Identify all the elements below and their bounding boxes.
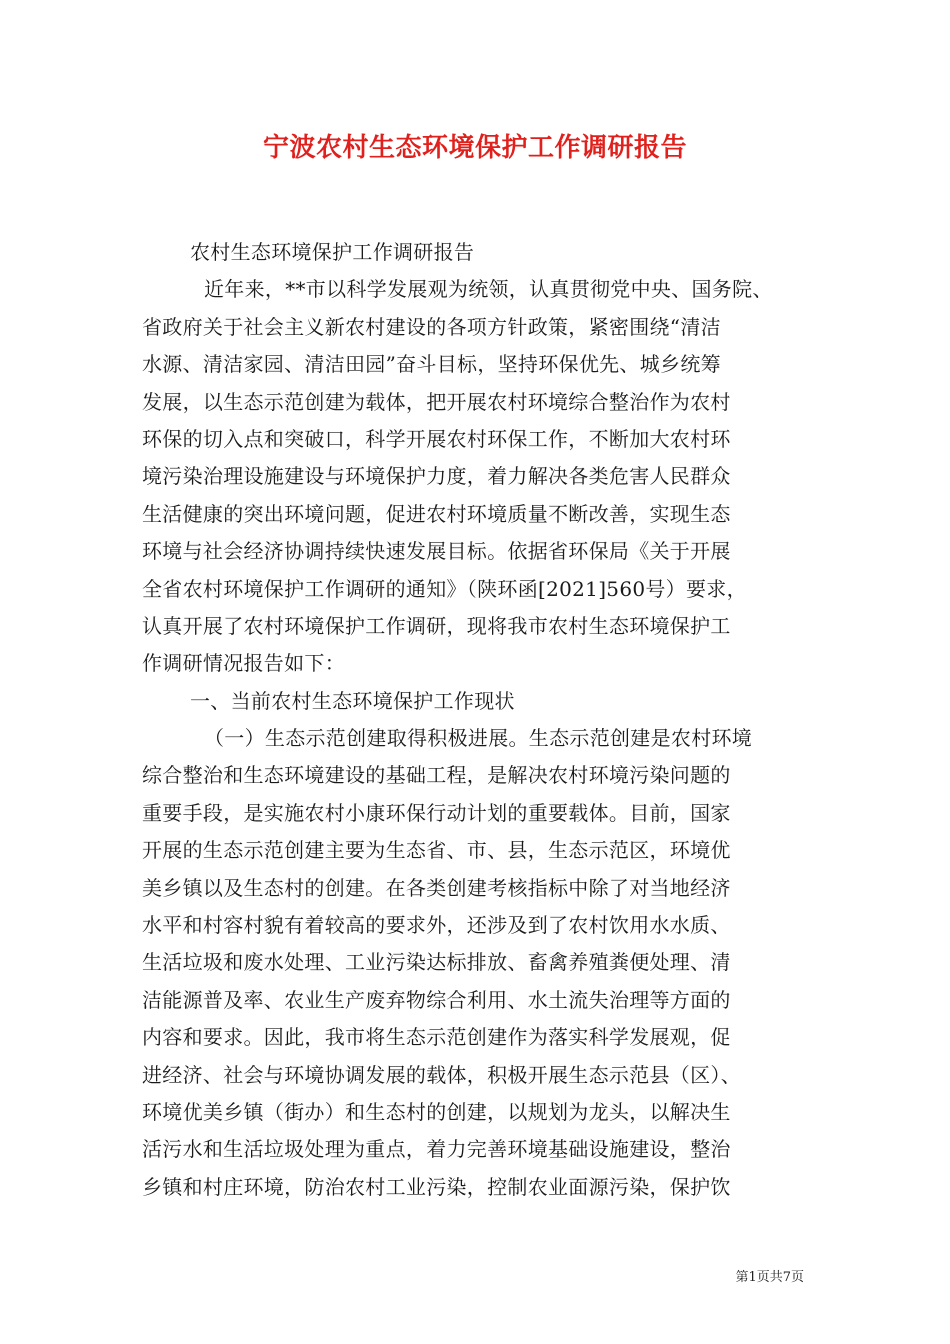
body-line: 乡镇和村庄环境，防治农村工业污染，控制农业面源污染，保护饮	[142, 1174, 731, 1199]
body-line: 环境优美乡镇（街办）和生态村的创建，以规划为龙头，以解决生	[142, 1099, 731, 1124]
body-line: 生活垃圾和废水处理、工业污染达标排放、畜禽养殖粪便处理、清	[142, 950, 731, 975]
body-line: 全省农村环境保护工作调研的通知》（陕环函[2021]560号）要求，	[142, 576, 747, 601]
body-line: 美乡镇以及生态村的创建。在各类创建考核指标中除了对当地经济	[142, 875, 731, 900]
body-line: 水平和村容村貌有着较高的要求外，还涉及到了农村饮用水水质、	[142, 913, 731, 938]
document-title: 宁波农村生态环境保护工作调研报告	[262, 133, 687, 163]
body-line: 境污染治理设施建设与环境保护力度，着力解决各类危害人民群众	[142, 464, 731, 489]
body-line: 内容和要求。因此，我市将生态示范创建作为落实科学发展观，促	[142, 1025, 731, 1050]
body-line-paragraph-2-start: （一）生态示范创建取得积极进展。生态示范创建是农村环境	[204, 726, 753, 751]
body-line: 发展，以生态示范创建为载体，把开展农村环境综合整治作为农村	[142, 389, 731, 414]
body-line: 环保的切入点和突破口，科学开展农村环保工作，不断加大农村环	[142, 426, 731, 451]
body-line: 作调研情况报告如下：	[142, 651, 345, 676]
body-line: 开展的生态示范创建主要为生态省、市、县，生态示范区，环境优	[142, 838, 731, 863]
document-body	[142, 234, 802, 1206]
body-line-paragraph-1-start: 近年来，**市以科学发展观为统领，认真贯彻党中央、国务院、	[204, 277, 773, 302]
body-line: 认真开展了农村环境保护工作调研，现将我市农村生态环境保护工	[142, 613, 731, 638]
body-line: 综合整治和生态环境建设的基础工程，是解决农村环境污染问题的	[142, 763, 731, 788]
body-line-subtitle: 农村生态环境保护工作调研报告	[190, 240, 475, 264]
body-line: 重要手段，是实施农村小康环保行动计划的重要载体。目前，国家	[142, 800, 731, 825]
body-line: 环境与社会经济协调持续快速发展目标。依据省环保局《关于开展	[142, 539, 731, 564]
body-line: 水源、清洁家园、清洁田园”奋斗目标，坚持环保优先、城乡统筹	[142, 352, 721, 377]
body-line: 生活健康的突出环境问题，促进农村环境质量不断改善，实现生态	[142, 501, 731, 526]
section-heading: 一、当前农村生态环境保护工作现状	[190, 688, 515, 713]
body-line: 进经济、社会与环境协调发展的载体，积极开展生态示范县（区）、	[142, 1062, 741, 1087]
body-line: 洁能源普及率、农业生产废弃物综合利用、水土流失治理等方面的	[142, 987, 731, 1012]
body-line: 活污水和生活垃圾处理为重点，着力完善环境基础设施建设，整治	[142, 1137, 731, 1162]
page-number: 第1页共7页	[735, 1270, 804, 1285]
body-line: 省政府关于社会主义新农村建设的各项方针政策，紧密围绕“清洁	[142, 314, 721, 339]
